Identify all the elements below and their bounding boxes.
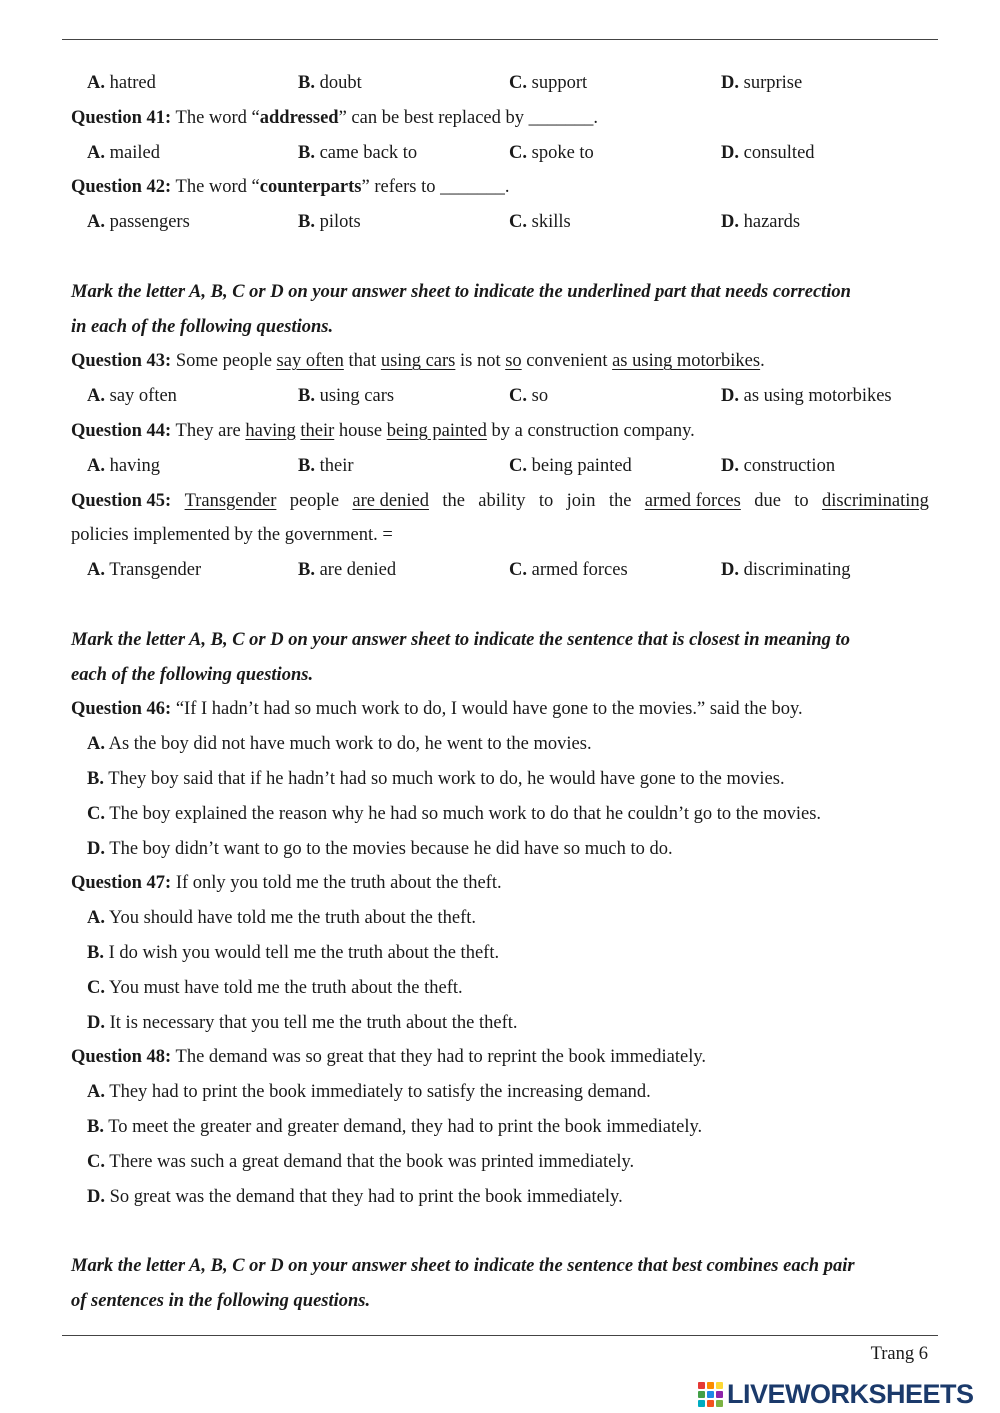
spacer (71, 1214, 929, 1249)
q40-option-b: B. doubt (298, 73, 362, 93)
q45-option-c: C. armed forces (509, 560, 628, 581)
q44-underline-c: being painted (386, 420, 487, 441)
q43-option-a: A. say often (87, 386, 177, 407)
logo-square (716, 1391, 723, 1398)
q41-option-c: C. spoke to (509, 142, 594, 163)
q45-option-d: D. discriminating (721, 560, 851, 581)
q40-option-c: C. support (509, 73, 588, 93)
logo-square (698, 1400, 705, 1407)
q45-option-a: A. Transgender (87, 560, 202, 581)
logo-square (698, 1382, 705, 1389)
logo-square (707, 1400, 714, 1407)
instruction-sentence-combination-cont: of sentences in the following questions. (71, 1290, 371, 1311)
q45-underline-c: armed forces (644, 490, 741, 511)
q41-label: Question 41: (71, 107, 172, 128)
q45-label: Question 45: (71, 490, 172, 511)
q41-option-b: B. came back to (298, 142, 418, 163)
instruction-sentence-combination: Mark the letter A, B, C or D on your answer sheet to indicate the sentence that best combines each pair (71, 1256, 855, 1277)
instruction-closest-meaning-cont: each of the following questions. (71, 664, 314, 685)
q48-option-b: B. To meet the greater and greater demand, they had to print the book immediately. (87, 1116, 703, 1137)
q40-options (71, 66, 929, 101)
page-number: Trang 6 (870, 1344, 928, 1364)
q43-underline-a: say often (276, 351, 344, 372)
q47-option-b: B. I do wish you would tell me the truth about the theft. (87, 942, 500, 963)
logo-square (707, 1391, 714, 1398)
q44-option-d: D. construction (721, 455, 836, 476)
q41-stem: Question 41: The word “addressed” can be best replaced by _______. (71, 107, 599, 128)
q44-option-c: C. being painted (509, 455, 632, 476)
q45-stem-cont: policies implemented by the government. = (71, 525, 393, 546)
logo-square (716, 1382, 723, 1389)
q44-underline-b: their (300, 420, 335, 441)
q44-underline-a: having (245, 420, 296, 441)
q45-underline-a: Transgender (184, 490, 277, 511)
logo-square (698, 1391, 705, 1398)
q44-options (71, 449, 929, 484)
q42-stem: Question 42: The word “counterparts” refers to _______. (71, 177, 510, 198)
q41-option-d: D. consulted (721, 142, 815, 163)
q46-option-b: B. They boy said that if he hadn’t had so much work to do, he would have gone to the movies. (87, 768, 785, 789)
q41-keyword: addressed (259, 107, 339, 128)
q48-option-c: C. There was such a great demand that the book was printed immediately. (87, 1151, 635, 1172)
q41-option-a: A. mailed (87, 142, 160, 163)
q46-option-a: A. As the boy did not have much work to do, he went to the movies. (87, 734, 592, 755)
q45-options (71, 553, 929, 588)
q46-option-d: D. The boy didn’t want to go to the movies because he did have so much to do. (87, 838, 673, 859)
q47-option-d: D. It is necessary that you tell me the truth about the theft. (87, 1012, 518, 1033)
q48-option-a: A. They had to print the book immediately to satisfy the increasing demand. (87, 1082, 651, 1103)
q44-label: Question 44: (71, 420, 172, 441)
q44-option-b: B. their (298, 455, 354, 476)
q42-option-a: A. passengers (87, 212, 190, 233)
header-rule (62, 39, 938, 40)
q42-keyword: counterparts (259, 177, 362, 198)
q42-option-c: C. skills (509, 212, 571, 233)
q41-options (71, 136, 929, 171)
q43-stem: Question 43: Some people say often that using cars is not so convenient as using motorbikes. (71, 351, 765, 372)
q46-stem: Question 46: “If I hadn’t had so much work to do, I would have gone to the movies.” said the boy. (71, 699, 803, 720)
q46-label: Question 46: (71, 699, 172, 720)
q48-stem: Question 48: The demand was so great that they had to reprint the book immediately. (71, 1047, 707, 1068)
q46-option-c: C. The boy explained the reason why he had so much work to do that he couldn’t go to the movies. (87, 803, 822, 824)
q47-option-a: A. You should have told me the truth about the theft. (87, 908, 476, 929)
q43-options (71, 379, 929, 414)
logo-grid-icon (698, 1382, 723, 1407)
instruction-error-identification-cont: in each of the following questions. (71, 316, 334, 337)
logo-square (707, 1382, 714, 1389)
q45-underline-b: are denied (352, 490, 429, 511)
logo-square (716, 1400, 723, 1407)
q42-option-d: D. hazards (721, 212, 801, 233)
q44-stem: Question 44: They are having their house being painted by a construction company. (71, 420, 695, 441)
spacer (71, 240, 929, 275)
q44-option-a: A. having (87, 455, 160, 476)
q45-option-b: B. are denied (298, 560, 397, 581)
q43-option-d: D. as using motorbikes (721, 386, 892, 407)
q43-label: Question 43: (71, 351, 172, 372)
q48-label: Question 48: (71, 1047, 172, 1068)
instruction-closest-meaning: Mark the letter A, B, C or D on your answer sheet to indicate the sentence that is closest in meaning to (71, 629, 850, 650)
q40-option-d: D. surprise (721, 73, 803, 93)
q47-stem: Question 47: If only you told me the truth about the theft. (71, 873, 502, 894)
q42-label: Question 42: (71, 177, 172, 198)
q40-option-a: A. hatred (87, 73, 156, 93)
q43-option-b: B. using cars (298, 386, 395, 407)
logo-text: LIVEWORKSHEETS (727, 1378, 974, 1409)
footer-rule (62, 1335, 938, 1336)
q43-option-c: C. so (509, 386, 549, 407)
q48-option-d: D. So great was the demand that they had to print the book immediately. (87, 1186, 623, 1207)
q43-underline-c: so (505, 351, 522, 372)
q47-label: Question 47: (71, 873, 172, 894)
instruction-error-identification: Mark the letter A, B, C or D on your answer sheet to indicate the underlined part that needs correction (71, 281, 851, 302)
q45-underline-d: discriminating (822, 490, 929, 511)
q43-underline-b: using cars (380, 351, 456, 372)
q42-options (71, 205, 929, 240)
q42-option-b: B. pilots (298, 212, 361, 233)
liveworksheets-logo (698, 1379, 974, 1409)
page-content (71, 66, 929, 1319)
q47-option-c: C. You must have told me the truth about the theft. (87, 977, 463, 998)
q45-stem: Question 45: Transgender people are denied the ability to join the armed forces due to discriminating (71, 484, 929, 519)
spacer (71, 588, 929, 623)
q43-underline-d: as using motorbikes (612, 351, 761, 372)
